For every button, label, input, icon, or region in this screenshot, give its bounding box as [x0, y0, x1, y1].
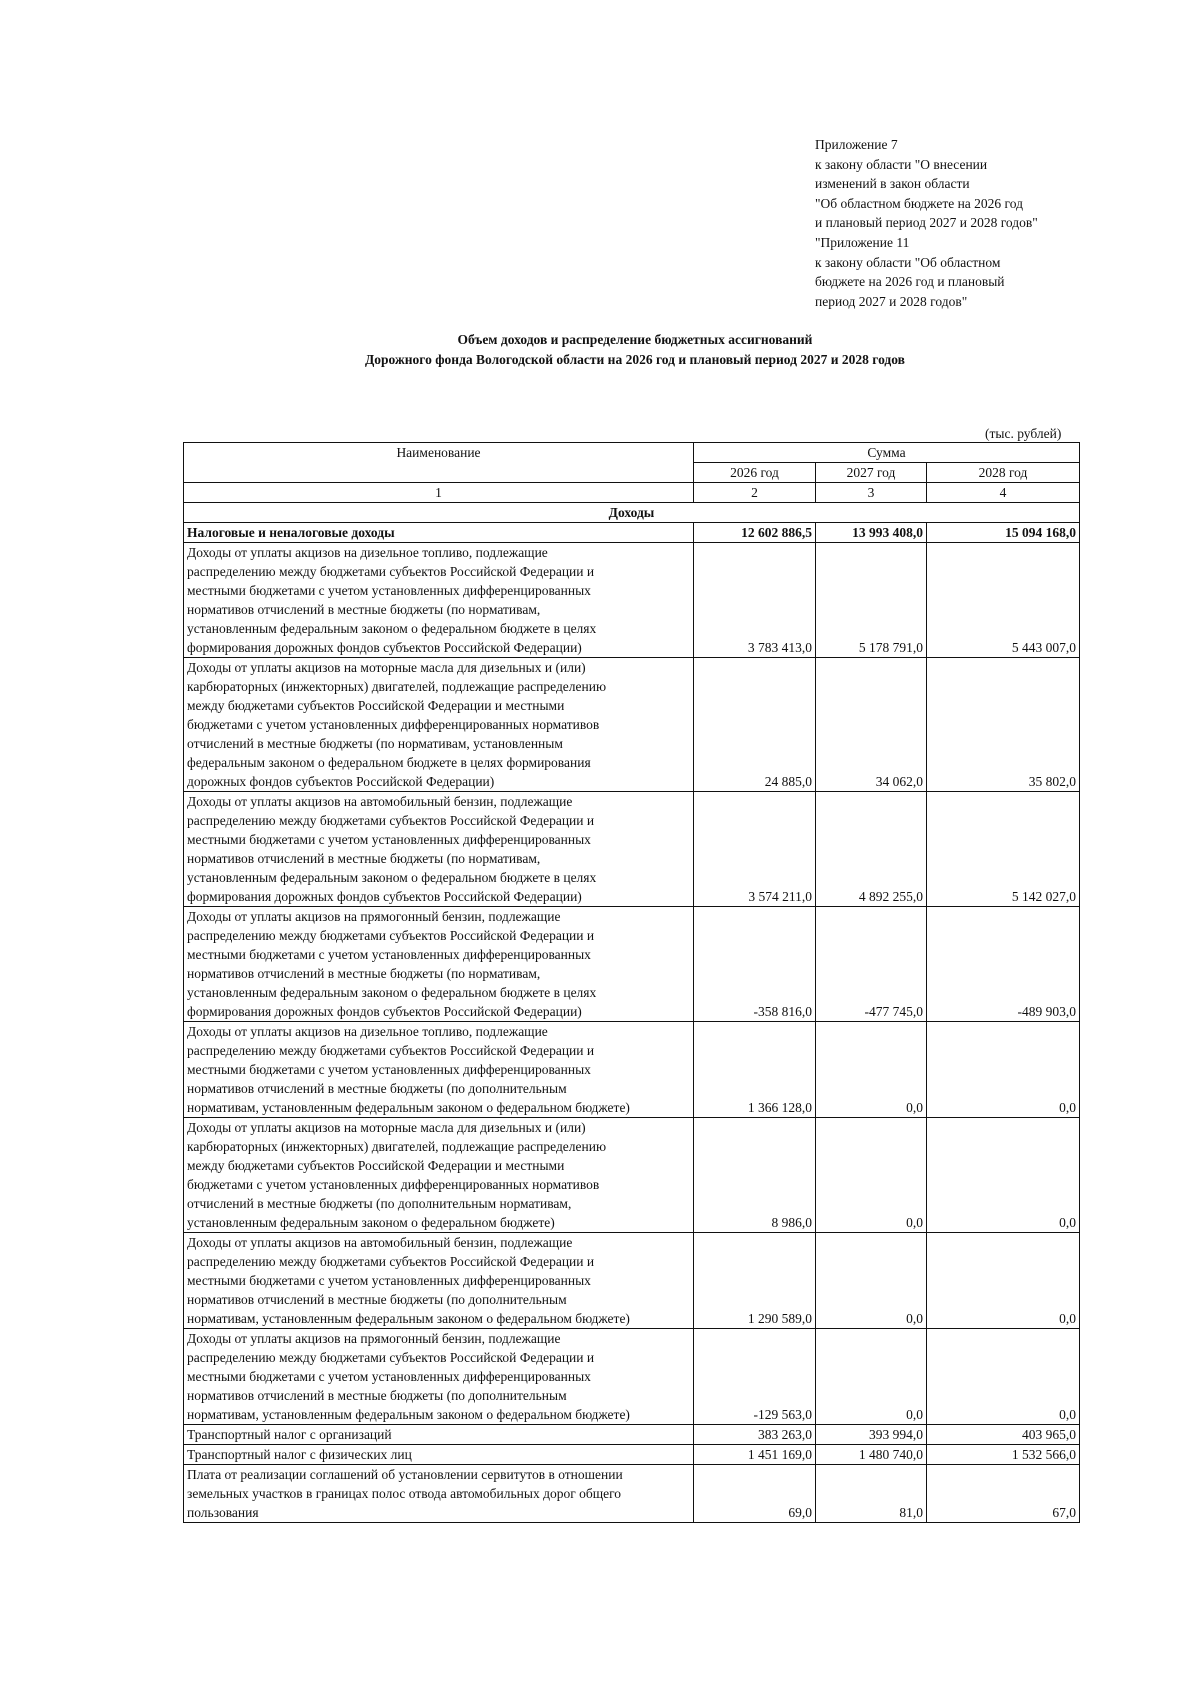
title-line: Объем доходов и распределение бюджетных ассигнований	[457, 332, 813, 347]
row-name-line: формирования дорожных фондов субъектов Российской Федерации)	[187, 1004, 582, 1019]
table-row	[184, 1233, 1080, 1329]
value-2026: 1 290 589,0	[694, 1233, 816, 1329]
row-name-line: Доходы от уплаты акцизов на прямогонный бензин, подлежащие	[187, 909, 561, 924]
appendix-line: бюджете на 2026 год и плановый	[815, 274, 1005, 290]
table-row	[184, 792, 1080, 907]
table-row	[184, 1118, 1080, 1233]
title-line: Дорожного фонда Вологодской области на 2026 год и плановый период 2027 и 2028 годов	[365, 352, 905, 367]
header-year-2027: 2027 год	[816, 463, 927, 483]
value-2027: 0,0	[816, 1233, 927, 1329]
appendix-line: Приложение 7	[815, 137, 898, 152]
row-name-line: нормативов отчислений в местные бюджеты (по нормативам,	[187, 966, 541, 981]
header-name: Наименование	[184, 443, 694, 483]
header-year-2028: 2028 год	[927, 463, 1080, 483]
row-name-line: Налоговые и неналоговые доходы	[187, 525, 395, 540]
value-2028: 35 802,0	[927, 658, 1080, 792]
row-name-line: установленным федеральным законом о федеральном бюджете)	[187, 1215, 555, 1230]
row-name-line: Доходы от уплаты акцизов на дизельное топливо, подлежащие	[187, 1024, 548, 1039]
value-2028: 0,0	[927, 1022, 1080, 1118]
value-2028: -489 903,0	[927, 907, 1080, 1022]
row-name-line: отчислений в местные бюджеты (по нормативам, установленным	[187, 736, 563, 751]
row-name-line: карбюраторных (инжекторных) двигателей, подлежащие распределению	[187, 1139, 607, 1154]
row-name-line: нормативов отчислений в местные бюджеты (по нормативам,	[187, 851, 541, 866]
row-name-line: отчислений в местные бюджеты (по дополнительным нормативам,	[187, 1196, 572, 1211]
row-name-line: бюджетами с учетом установленных дифференцированных нормативов	[187, 717, 600, 732]
appendix-line: изменений в закон области	[815, 176, 970, 192]
row-name-line: Доходы от уплаты акцизов на автомобильный бензин, подлежащие	[187, 1235, 573, 1250]
row-name-line: между бюджетами субъектов Российской Федерации и местными	[187, 698, 565, 713]
value-2026: 3 574 211,0	[694, 792, 816, 907]
row-name	[184, 658, 694, 792]
col-number-2: 2	[694, 483, 816, 503]
value-2027: 81,0	[816, 1465, 927, 1523]
row-name-line: Транспортный налог с организаций	[187, 1427, 392, 1442]
row-name-line: дорожных фондов субъектов Российской Федерации)	[187, 774, 495, 789]
units-label: (тыс. рублей)	[985, 426, 1062, 441]
appendix-line: и плановый период 2027 и 2028 годов"	[815, 215, 1038, 231]
row-name-line: местными бюджетами с учетом установленных дифференцированных	[187, 583, 591, 598]
row-name	[184, 1465, 694, 1523]
value-2027: 393 994,0	[816, 1425, 927, 1445]
row-name	[184, 1425, 694, 1445]
table-row	[184, 523, 1080, 543]
table-row	[184, 1425, 1080, 1445]
row-name-line: установленным федеральным законом о федеральном бюджете в целях	[187, 870, 597, 885]
appendix-line: период 2027 и 2028 годов"	[815, 293, 968, 309]
row-name-line: нормативов отчислений в местные бюджеты (по нормативам,	[187, 602, 541, 617]
value-2028: 1 532 566,0	[927, 1445, 1080, 1465]
value-2026: 3 783 413,0	[694, 543, 816, 658]
row-name-line: карбюраторных (инжекторных) двигателей, подлежащие распределению	[187, 679, 607, 694]
value-2027: 34 062,0	[816, 658, 927, 792]
row-name-line: бюджетами с учетом установленных дифференцированных нормативов	[187, 1177, 600, 1192]
col-number-1: 1	[184, 483, 694, 503]
row-name	[184, 1022, 694, 1118]
row-name-line: формирования дорожных фондов субъектов Российской Федерации)	[187, 889, 582, 904]
value-2026: 383 263,0	[694, 1425, 816, 1445]
table-row	[184, 1022, 1080, 1118]
value-2027: -477 745,0	[816, 907, 927, 1022]
row-name	[184, 1233, 694, 1329]
value-2027: 5 178 791,0	[816, 543, 927, 658]
appendix-line: "Приложение 11	[815, 234, 910, 250]
row-name-line: Плата от реализации соглашений об установлении сервитутов в отношении	[187, 1467, 623, 1482]
value-2028: 67,0	[927, 1465, 1080, 1523]
row-name-line: распределению между бюджетами субъектов Российской Федерации и	[187, 1043, 595, 1058]
row-name-line: формирования дорожных фондов субъектов Российской Федерации)	[187, 640, 582, 655]
table-row	[184, 907, 1080, 1022]
row-name-line: нормативам, установленным федеральным законом о федеральном бюджете)	[187, 1100, 630, 1115]
appendix-note	[815, 135, 1115, 311]
value-2027: 13 993 408,0	[816, 523, 927, 543]
value-2026: 69,0	[694, 1465, 816, 1523]
header-row	[184, 443, 1080, 463]
row-name-line: нормативов отчислений в местные бюджеты (по дополнительным	[187, 1292, 567, 1307]
value-2028: 403 965,0	[927, 1425, 1080, 1445]
row-name-line: местными бюджетами с учетом установленных дифференцированных	[187, 1369, 591, 1384]
value-2028: 0,0	[927, 1233, 1080, 1329]
value-2027: 0,0	[816, 1329, 927, 1425]
row-name-line: распределению между бюджетами субъектов Российской Федерации и	[187, 1254, 595, 1269]
value-2028: 0,0	[927, 1118, 1080, 1233]
row-name-line: установленным федеральным законом о федеральном бюджете в целях	[187, 621, 597, 636]
document-title	[160, 330, 1110, 370]
header-year-2026: 2026 год	[694, 463, 816, 483]
row-name-line: местными бюджетами с учетом установленных дифференцированных	[187, 832, 591, 847]
value-2026: 1 366 128,0	[694, 1022, 816, 1118]
value-2027: 0,0	[816, 1022, 927, 1118]
table-row	[184, 1445, 1080, 1465]
row-name-line: Доходы от уплаты акцизов на моторные масла для дизельных и (или)	[187, 660, 586, 675]
row-name-line: нормативам, установленным федеральным законом о федеральном бюджете)	[187, 1311, 630, 1326]
value-2028: 15 094 168,0	[927, 523, 1080, 543]
row-name-line: Доходы от уплаты акцизов на прямогонный бензин, подлежащие	[187, 1331, 561, 1346]
row-name-line: распределению между бюджетами субъектов Российской Федерации и	[187, 564, 595, 579]
row-name	[184, 1329, 694, 1425]
row-name-line: Транспортный налог с физических лиц	[187, 1447, 412, 1462]
col-number-3: 3	[816, 483, 927, 503]
row-name-line: Доходы от уплаты акцизов на моторные масла для дизельных и (или)	[187, 1120, 586, 1135]
row-name-line: местными бюджетами с учетом установленных дифференцированных	[187, 947, 591, 962]
appendix-line: к закону области "О внесении	[815, 156, 988, 172]
appendix-line: к закону области "Об областном	[815, 254, 1001, 270]
row-name-line: нормативам, установленным федеральным законом о федеральном бюджете)	[187, 1407, 630, 1422]
value-2026: -358 816,0	[694, 907, 816, 1022]
table-row	[184, 1465, 1080, 1523]
section-row	[184, 503, 1080, 523]
value-2027: 4 892 255,0	[816, 792, 927, 907]
row-name-line: Доходы от уплаты акцизов на автомобильный бензин, подлежащие	[187, 794, 573, 809]
row-name	[184, 792, 694, 907]
value-2026: 1 451 169,0	[694, 1445, 816, 1465]
column-number-row	[184, 483, 1080, 503]
value-2028: 5 443 007,0	[927, 543, 1080, 658]
row-name	[184, 523, 694, 543]
row-name-line: установленным федеральным законом о федеральном бюджете в целях	[187, 985, 597, 1000]
row-name-line: пользования	[187, 1505, 259, 1520]
value-2026: -129 563,0	[694, 1329, 816, 1425]
row-name-line: земельных участков в границах полос отвода автомобильных дорог общего	[187, 1486, 622, 1501]
value-2028: 5 142 027,0	[927, 792, 1080, 907]
row-name-line: Доходы от уплаты акцизов на дизельное топливо, подлежащие	[187, 545, 548, 560]
header-sum: Сумма	[694, 443, 1080, 463]
col-number-4: 4	[927, 483, 1080, 503]
row-name-line: нормативов отчислений в местные бюджеты (по дополнительным	[187, 1081, 567, 1096]
value-2027: 1 480 740,0	[816, 1445, 927, 1465]
row-name-line: нормативов отчислений в местные бюджеты (по дополнительным	[187, 1388, 567, 1403]
value-2026: 12 602 886,5	[694, 523, 816, 543]
row-name	[184, 1118, 694, 1233]
row-name-line: федеральным законом о федеральном бюджете в целях формирования	[187, 755, 591, 770]
row-name	[184, 1445, 694, 1465]
table-row	[184, 1329, 1080, 1425]
table-row	[184, 543, 1080, 658]
row-name-line: местными бюджетами с учетом установленных дифференцированных	[187, 1062, 591, 1077]
value-2027: 0,0	[816, 1118, 927, 1233]
budget-table	[183, 442, 1080, 1523]
row-name	[184, 543, 694, 658]
appendix-line: "Об областном бюджете на 2026 год	[815, 195, 1023, 211]
row-name	[184, 907, 694, 1022]
value-2026: 24 885,0	[694, 658, 816, 792]
row-name-line: распределению между бюджетами субъектов Российской Федерации и	[187, 928, 595, 943]
row-name-line: распределению между бюджетами субъектов Российской Федерации и	[187, 1350, 595, 1365]
row-name-line: распределению между бюджетами субъектов Российской Федерации и	[187, 813, 595, 828]
row-name-line: между бюджетами субъектов Российской Федерации и местными	[187, 1158, 565, 1173]
value-2028: 0,0	[927, 1329, 1080, 1425]
row-name-line: местными бюджетами с учетом установленных дифференцированных	[187, 1273, 591, 1288]
section-label: Доходы	[184, 503, 1080, 523]
value-2026: 8 986,0	[694, 1118, 816, 1233]
table-row	[184, 658, 1080, 792]
